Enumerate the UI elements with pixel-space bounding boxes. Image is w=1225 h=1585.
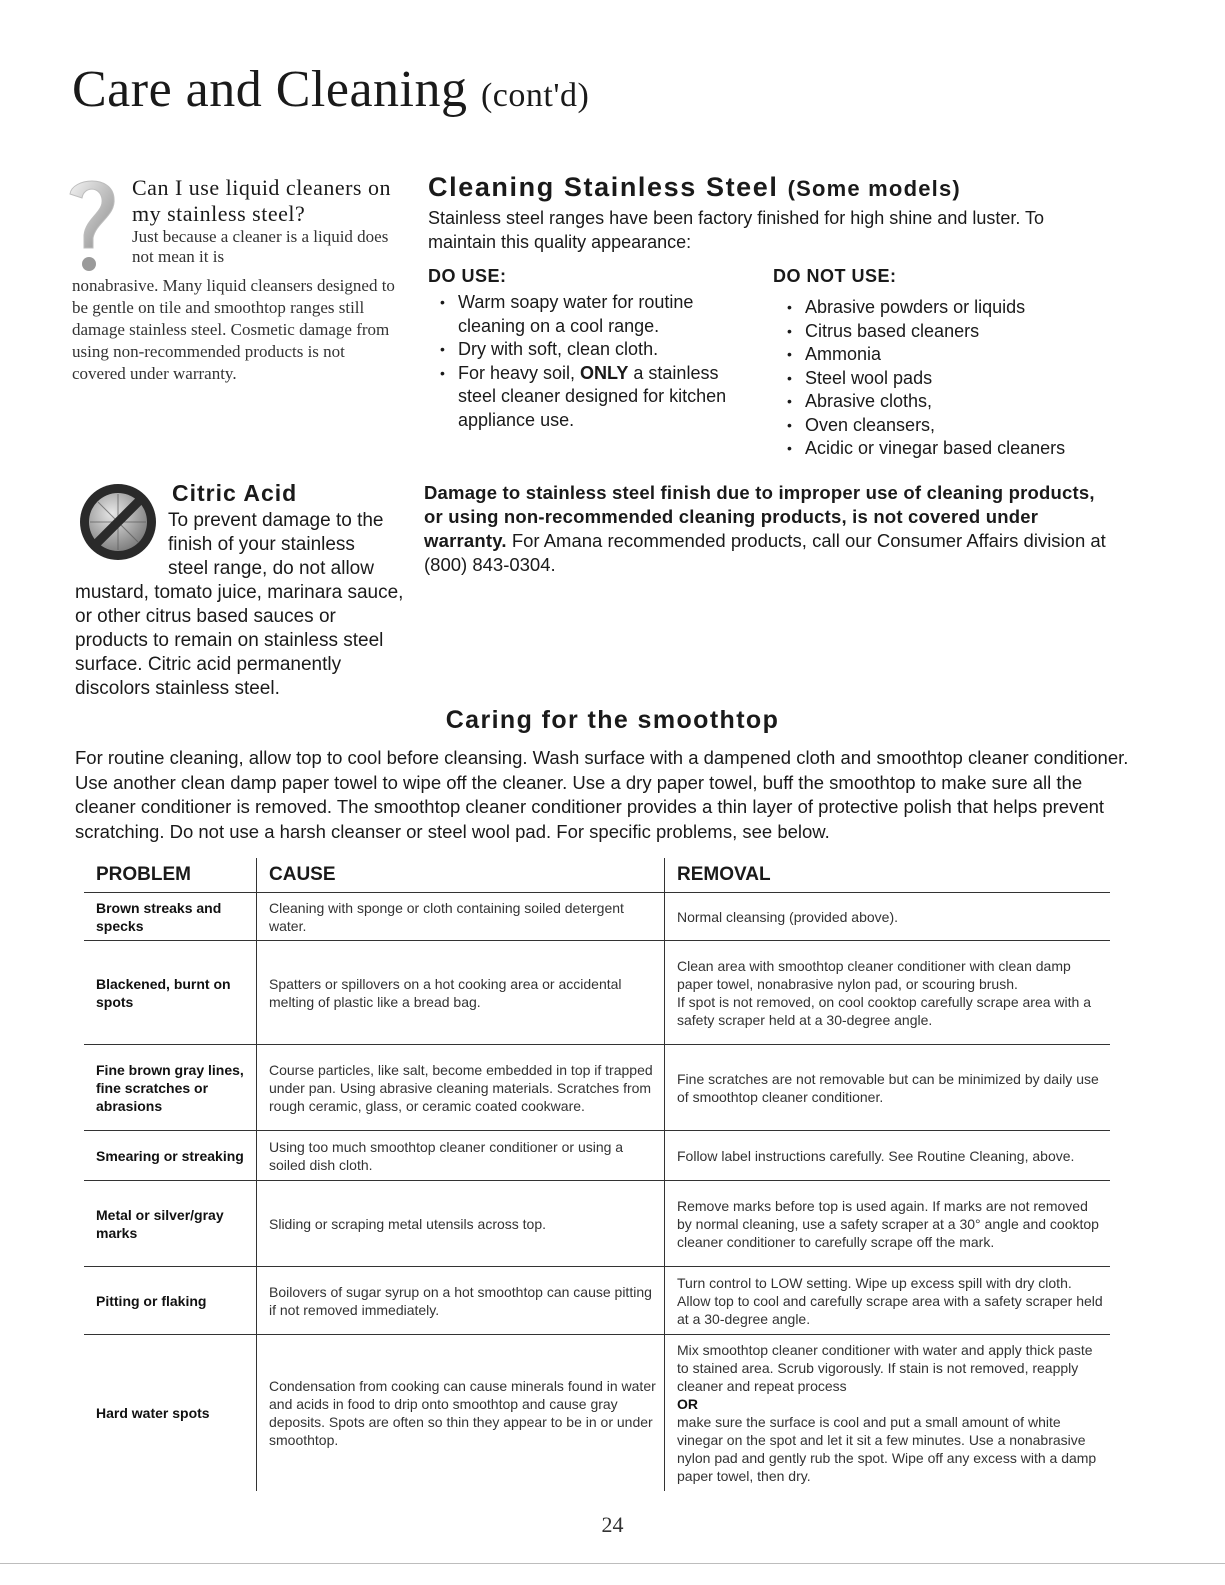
header-cause: CAUSE xyxy=(257,858,665,893)
header-removal: REMOVAL xyxy=(665,858,1111,893)
page-number: 24 xyxy=(601,1512,624,1537)
problem-cell: Pitting or flaking xyxy=(84,1267,257,1335)
problem-cell: Hard water spots xyxy=(96,1404,210,1421)
no-citrus-icon xyxy=(76,480,160,564)
removal-or-label: OR xyxy=(677,1395,698,1412)
cause-cell: Boilovers of sugar syrup on a hot smoothtop can cause pitting if not removed immediately. xyxy=(257,1267,665,1335)
page-title-suffix: (cont'd) xyxy=(480,77,590,114)
removal-cell: Remove marks before top is used again. If marks are not removed by normal cleaning, use a safety scraper at a 30° angle and cooktop cleaner conditioner to carefully scrape off the mark. xyxy=(665,1181,1111,1267)
removal-cell: Normal cleansing (provided above). xyxy=(665,893,1111,941)
bottom-rule xyxy=(0,1563,1225,1564)
warranty-note-bold: Damage to stainless steel finish due to improper use of cleaning products, or using non-recommended cleaning products, is not covered under warranty. xyxy=(424,482,1095,551)
problem-cell: Metal or silver/gray marks xyxy=(84,1181,257,1267)
stainless-heading-main: Cleaning Stainless Steel xyxy=(428,172,779,202)
do-not-use-list xyxy=(787,296,1097,461)
qa-answer-body: nonabrasive. Many liquid cleansers designed to be gentle on tile and smoothtop ranges still damage stainless steel. Cosmetic damage from using non-recommended products is not covered under warranty. xyxy=(72,276,395,383)
removal-option-a: Mix smoothtop cleaner conditioner with water and apply thick paste to stained area. Scrub vigorously. If stain is not removed, reapply cleaner and repeat process xyxy=(677,1341,1093,1394)
do-use-list xyxy=(440,291,760,432)
qa-question: Can I use liquid cleaners on my stainless steel? xyxy=(132,175,391,226)
table-row xyxy=(84,1335,1110,1491)
cause-cell: Cleaning with sponge or cloth containing soiled detergent water. xyxy=(257,893,665,941)
table-header-row xyxy=(84,858,1110,893)
table-row xyxy=(84,1045,1110,1131)
problem-table xyxy=(84,858,1110,1491)
qa-answer-intro: Just because a cleaner is a liquid does not mean it is xyxy=(132,227,389,266)
do-not-use-item: • Citrus based cleaners xyxy=(787,320,1097,344)
citric-body: mustard, tomato juice, marinara sauce, or other citrus based sauces or products to remain on stainless steel surface. Citric acid permanently discolors stainless steel. xyxy=(75,582,404,699)
table-row xyxy=(84,1131,1110,1181)
removal-cell: Clean area with smoothtop cleaner conditioner with clean damp paper towel, nonabrasive nylon pad, or scouring brush. If spot is not removed, on cool cooktop carefully scrape area with a safety scraper held at a 30-degree angle. xyxy=(665,941,1111,1045)
do-not-use-item: • Abrasive cloths, xyxy=(787,390,1097,414)
cause-cell: Spatters or spillovers on a hot cooking area or accidental melting of plastic like a bread bag. xyxy=(257,941,665,1045)
problem-cell: Smearing or streaking xyxy=(84,1131,257,1181)
page-title xyxy=(72,60,589,119)
table-row xyxy=(84,941,1110,1045)
warranty-note-contact: For Amana recommended products, call our Consumer Affairs division at (800) 843-0304. xyxy=(424,530,1106,575)
cause-cell: Condensation from cooking can cause minerals found in water and acids in food to drip onto smoothtop and cause gray deposits. Spots are often so thin they appear to be in or under smoothtop. xyxy=(257,1335,665,1491)
do-not-use-item: • Ammonia xyxy=(787,343,1097,367)
question-mark-icon xyxy=(62,172,122,282)
warranty-note xyxy=(424,481,1114,577)
do-use-item: • Dry with soft, clean cloth. xyxy=(440,338,760,362)
do-not-use-item: • Steel wool pads xyxy=(787,367,1097,391)
do-not-use-item: • Oven cleansers, xyxy=(787,414,1097,438)
cause-cell: Sliding or scraping metal utensils across top. xyxy=(257,1181,665,1267)
citric-heading: Citric Acid xyxy=(172,480,298,506)
page-title-main: Care and Cleaning xyxy=(72,61,468,118)
do-not-use-heading: DO NOT USE: xyxy=(773,266,897,286)
problem-cell: Fine brown gray lines, fine scratches or abrasions xyxy=(84,1045,257,1131)
removal-option-b: make sure the surface is cool and put a small amount of white vinegar on the spot and let it sit a few minutes. Use a nonabrasive nylon pad and gently rub the spot. Wipe off any excess with a damp paper towel, then dry. xyxy=(677,1413,1097,1484)
smoothtop-text: For routine cleaning, allow top to cool before cleansing. Wash surface with a dampened cloth and smoothtop cleaner conditioner. Use another clean damp paper towel to wipe off the cleaner. Use a dry paper towel, buff the smoothtop to make sure all the cleaner conditioner is removed. The smoothtop cleaner conditioner provides a thin layer of protective polish that helps prevent scratching. Do not use a harsh cleanser or steel wool pad. For specific problems, see below. xyxy=(75,747,1129,842)
citric-intro: To prevent damage to the finish of your stainless steel range, do not allow xyxy=(168,510,384,579)
table-row xyxy=(84,893,1110,941)
removal-cell: Follow label instructions carefully. See Routine Cleaning, above. xyxy=(665,1131,1111,1181)
problem-cell: Brown streaks and specks xyxy=(84,893,257,941)
header-problem: PROBLEM xyxy=(84,858,257,893)
removal-cell xyxy=(665,1335,1111,1491)
table-row xyxy=(84,1181,1110,1267)
cause-cell: Course particles, like salt, become embedded in top if trapped under pan. Using abrasive cleaning materials. Scratches from rough ceramic, glass, or ceramic coated cookware. xyxy=(257,1045,665,1131)
do-use-item: • Warm soapy water for routine cleaning on a cool range. xyxy=(440,291,760,338)
table-row xyxy=(84,1267,1110,1335)
cause-cell: Using too much smoothtop cleaner conditioner or using a soiled dish cloth. xyxy=(257,1131,665,1181)
removal-cell: Fine scratches are not removable but can be minimized by daily use of smoothtop cleaner conditioner. xyxy=(665,1045,1111,1131)
do-not-use-item: • Abrasive powders or liquids xyxy=(787,296,1097,320)
stainless-heading-suffix: (Some models) xyxy=(787,176,961,201)
do-use-item: • For heavy soil, ONLY a stainless steel cleaner designed for kitchen appliance use. xyxy=(440,362,760,433)
do-use-heading: DO USE: xyxy=(428,266,507,286)
removal-cell: Turn control to LOW setting. Wipe up excess spill with dry cloth. Allow top to cool and carefully scrape area with a safety scraper held at a 30-degree angle. xyxy=(665,1267,1111,1335)
do-not-use-item: • Acidic or vinegar based cleaners xyxy=(787,437,1097,461)
problem-cell: Blackened, burnt on spots xyxy=(84,941,257,1045)
stainless-intro: Stainless steel ranges have been factory finished for high shine and luster. To maintain this quality appearance: xyxy=(428,208,1045,252)
smoothtop-heading: Caring for the smoothtop xyxy=(445,706,780,734)
stainless-heading xyxy=(428,172,961,203)
